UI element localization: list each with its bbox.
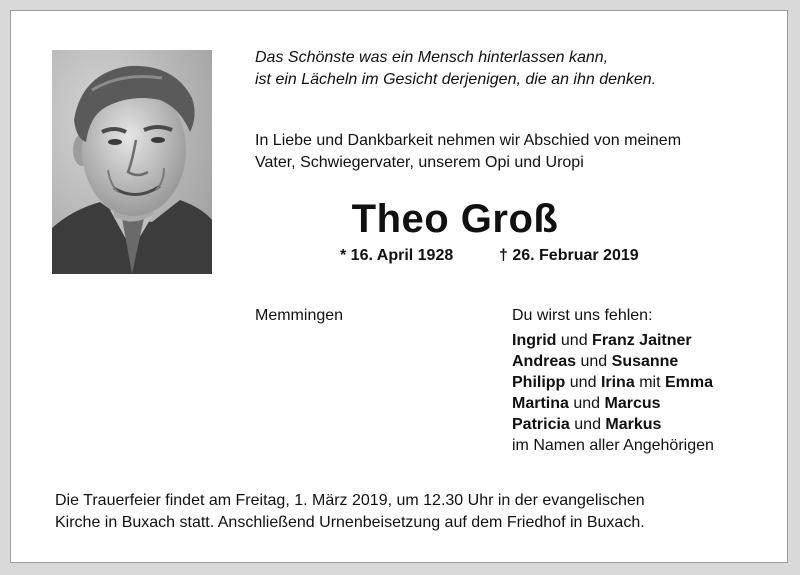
intro-line: In Liebe und Dankbarkeit nehmen wir Abschied von meinem [255,132,682,149]
birth-date: * 16. April 1928 [340,247,454,264]
farewell-intro [255,130,765,174]
mourner-name: Philipp [512,374,566,391]
conjunction: und [569,374,597,391]
intro-line: Vater, Schwiegervater, unserem Opi und Uropi [255,154,584,171]
conjunction: und [580,353,608,370]
mourner-name: Andreas [512,353,577,370]
mourner-name: Susanne [611,353,679,370]
mourner-name: Ingrid [512,332,557,349]
mourner-row [512,351,782,372]
place-name: Memmingen [255,307,344,324]
mourner-name: Patricia [512,416,570,433]
mourners-closing: im Namen aller Angehörigen [512,437,714,454]
quote-line: Das Schönste was ein Mensch hinterlassen kann, [255,49,609,66]
mourner-name: Irina [600,374,635,391]
mourner-row [512,393,782,414]
memorial-quote [255,47,755,91]
obituary-card [10,10,788,563]
funeral-line: Kirche in Buxach statt. Anschließend Urnenbeisetzung auf dem Friedhof in Buxach. [55,514,645,531]
mourner-row [512,414,782,435]
quote-line: ist ein Lächeln im Gesicht derjenigen, die an ihn denken. [255,71,657,88]
mourner-name: Martina [512,395,569,412]
mourner-name: Franz Jaitner [592,332,692,349]
mourners-list [512,305,782,456]
conjunction: mit [639,374,661,391]
mourner-row [512,330,782,351]
mourners-lead: Du wirst uns fehlen: [512,307,653,324]
conjunction: und [574,416,601,433]
deceased-name: Theo Groß [351,197,559,241]
conjunction: und [573,395,601,412]
mourner-name: Markus [605,416,662,433]
funeral-line: Die Trauerfeier findet am Freitag, 1. März 2019, um 12.30 Uhr in der evangelischen [55,492,645,509]
funeral-notice [55,490,755,534]
conjunction: und [560,332,588,349]
portrait-photo [52,50,212,274]
mourner-name: Marcus [604,395,661,412]
death-date: † 26. Februar 2019 [499,247,639,264]
mourner-row [512,372,782,393]
portrait-image [52,50,212,274]
mourner-name: Emma [664,374,713,391]
